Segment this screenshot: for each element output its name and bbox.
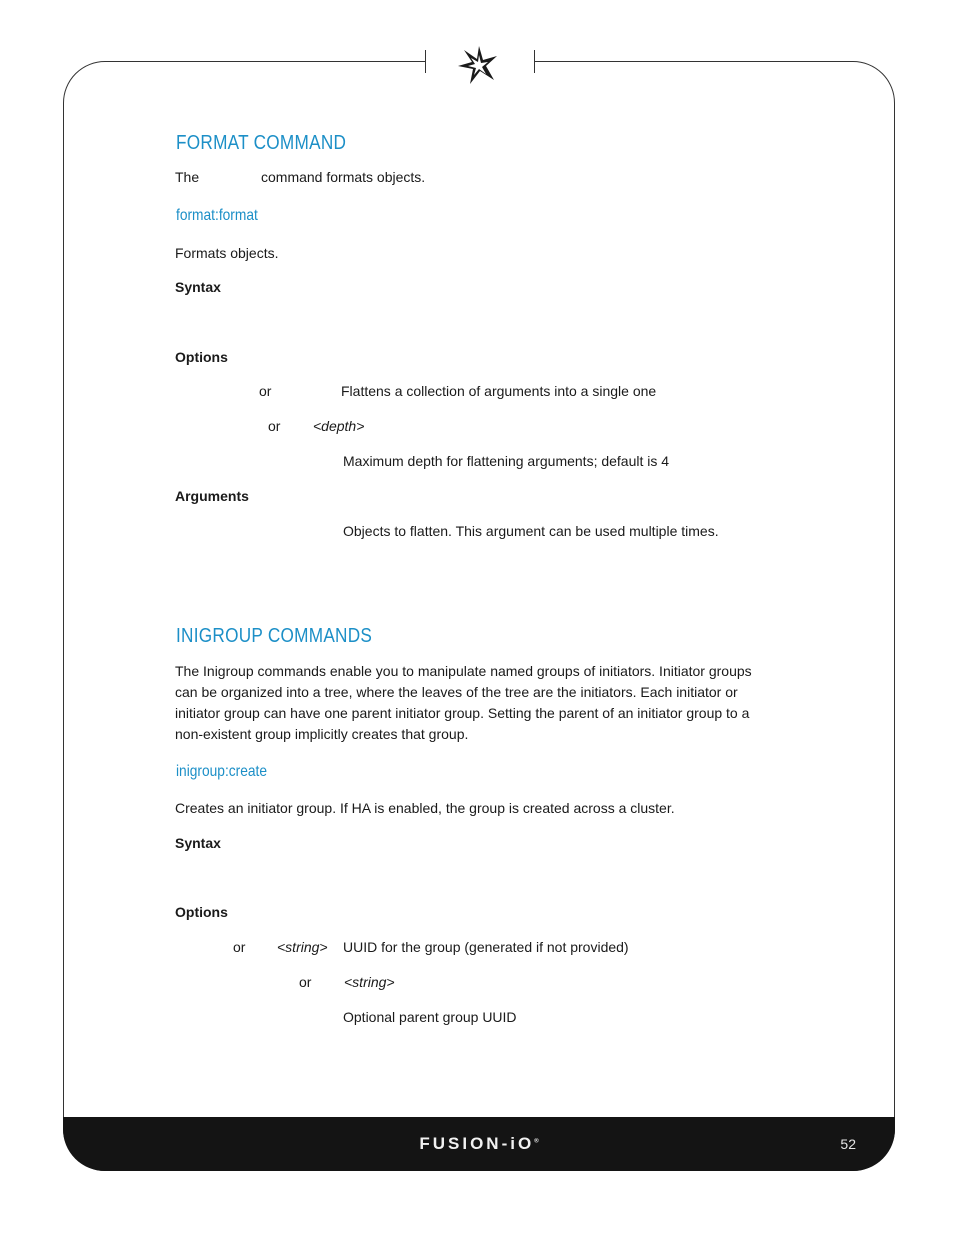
inigroup-option1-value (277, 937, 328, 958)
format-option2-or: or (268, 418, 281, 434)
inigroup-option1-desc: UUID for the group (generated if not provided) (343, 939, 629, 955)
format-syntax-label: Syntax (175, 279, 221, 295)
format-option2-desc: Maximum depth for flattening arguments; default is 4 (343, 453, 670, 469)
inigroup-commands-heading: INIGROUP COMMANDS (176, 625, 373, 647)
fusion-star-logo-icon (450, 42, 508, 88)
page-frame (63, 61, 895, 1171)
format-options-label: Options (175, 349, 228, 365)
page-number: 52 (840, 1136, 856, 1152)
format-option1-or: or (259, 383, 272, 399)
page-footer (63, 1117, 895, 1171)
fusion-io-logo (403, 1134, 555, 1154)
inigroup-intro-line: The Inigroup commands enable you to manipulate named groups of initiators. Initiator groups (175, 663, 752, 679)
inigroup-option2-desc: Optional parent group UUID (343, 1009, 517, 1025)
inigroup-syntax-label: Syntax (175, 835, 221, 851)
format-format-subheading: format:format (176, 207, 258, 224)
format-arguments-label: Arguments (175, 488, 249, 504)
inigroup-description: Creates an initiator group. If HA is enabled, the group is created across a cluster. (175, 800, 675, 816)
frame-tick-right (534, 50, 535, 73)
format-description: Formats objects. (175, 245, 279, 261)
format-intro-text: command formats objects. (261, 169, 426, 185)
inigroup-option1-value-text: <string> (277, 939, 328, 955)
inigroup-intro-line: initiator group can have one parent initiator group. Setting the parent of an initiator group to a (175, 705, 750, 721)
format-option2-value (313, 416, 364, 437)
format-argument-desc: Objects to flatten. This argument can be used multiple times. (343, 523, 719, 539)
inigroup-intro-line: non-existent group implicitly creates that group. (175, 726, 469, 742)
format-option1-desc: Flattens a collection of arguments into a single one (341, 383, 657, 399)
brand-registered-mark: ® (534, 1138, 539, 1145)
inigroup-options-label: Options (175, 904, 228, 920)
inigroup-option2-value-text: <string> (344, 974, 395, 990)
inigroup-option2-or: or (299, 974, 312, 990)
inigroup-option1-or: or (233, 939, 246, 955)
format-intro-the: The (175, 169, 200, 185)
inigroup-create-subheading: inigroup:create (176, 763, 268, 780)
inigroup-intro-line: can be organized into a tree, where the leaves of the tree are the initiators. Each initiator or (175, 684, 738, 700)
format-command-heading: FORMAT COMMAND (176, 132, 347, 154)
frame-tick-left (425, 50, 426, 73)
inigroup-option2-value (344, 972, 395, 993)
brand-name: FUSION-iO (419, 1134, 535, 1153)
inigroup-intro (175, 661, 815, 745)
format-option2-value-text: <depth> (313, 418, 365, 434)
